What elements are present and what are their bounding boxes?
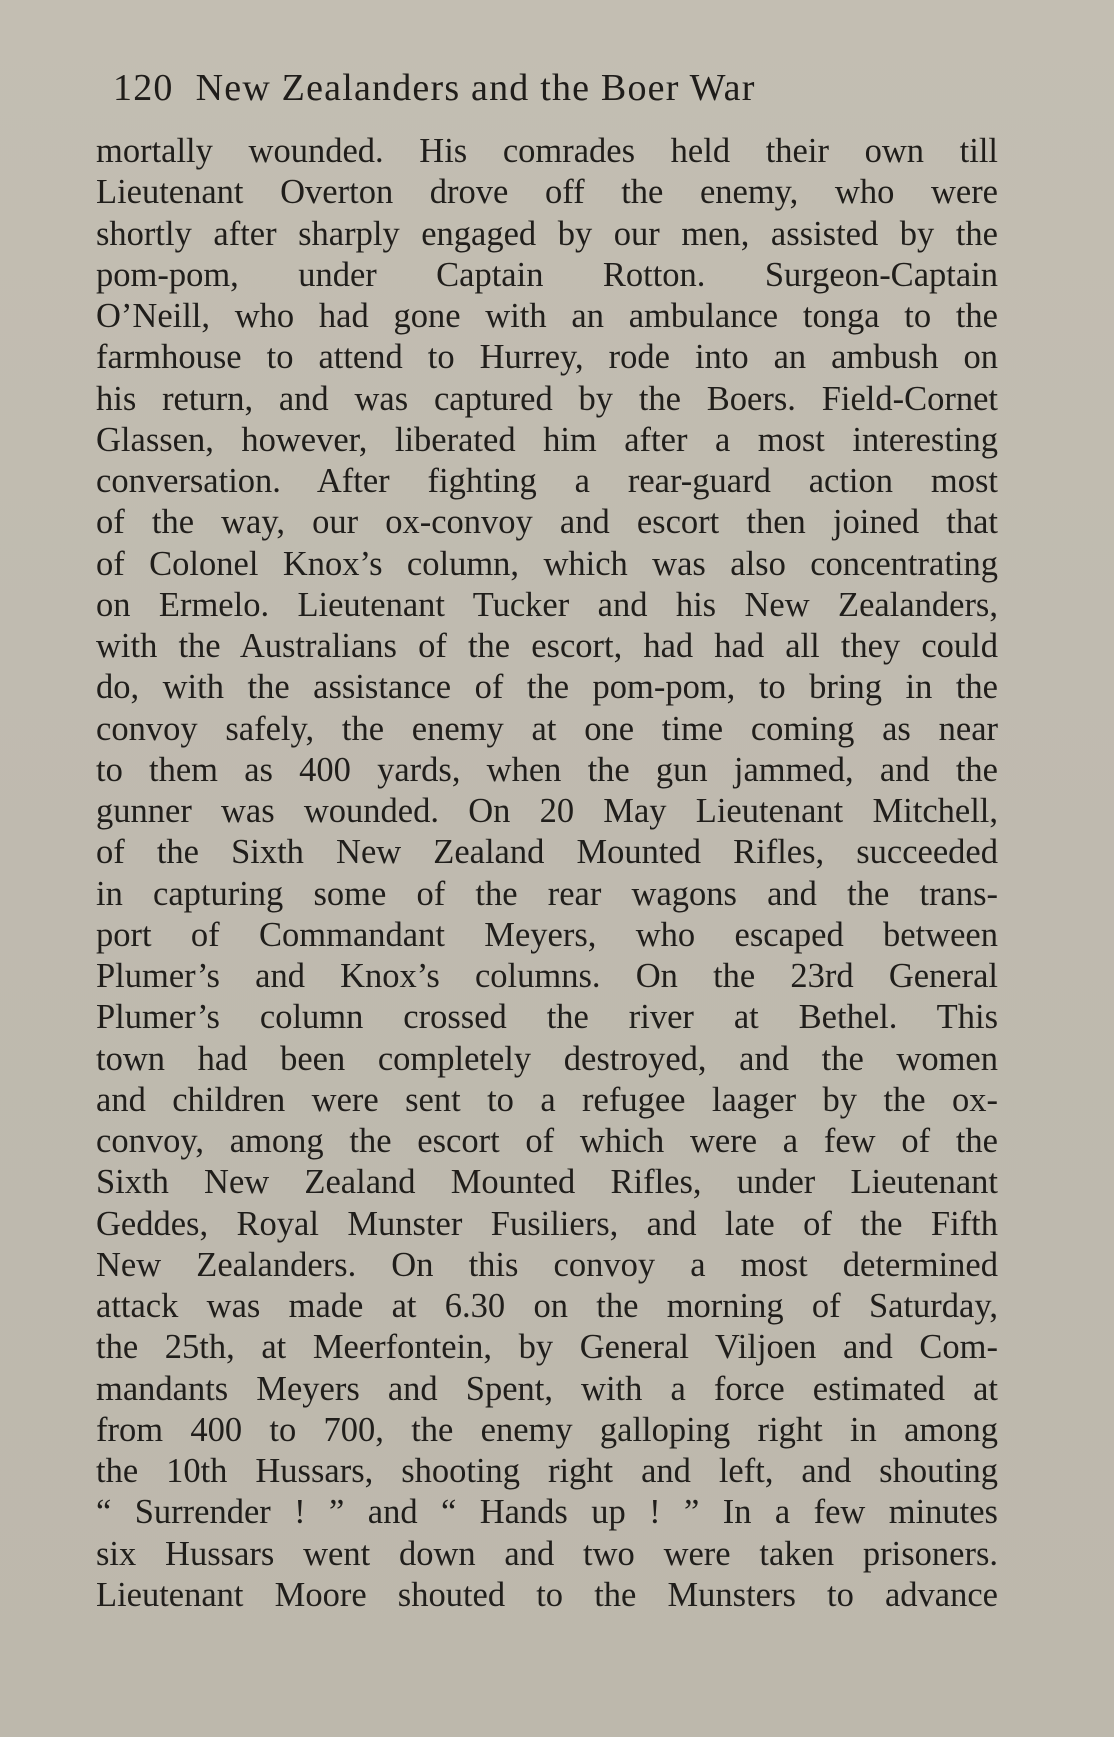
text-line: from 400 to 700, the enemy galloping right in among (96, 1410, 998, 1449)
text-line: and children were sent to a refugee laager by the ox- (96, 1080, 998, 1119)
text-line: Lieutenant Moore shouted to the Munsters to advance (96, 1575, 998, 1614)
text-line: pom-pom, under Captain Rotton. Surgeon-Captain (96, 255, 998, 294)
text-line: to them as 400 yards, when the gun jammed, and the (96, 750, 998, 789)
text-line: six Hussars went down and two were taken prisoners. (96, 1534, 998, 1573)
text-line: Sixth New Zealand Mounted Rifles, under Lieutenant (96, 1163, 998, 1202)
text-line: the 10th Hussars, shooting right and left, and shouting (96, 1452, 998, 1490)
text-line: New Zealanders. On this convoy a most determined (96, 1245, 998, 1284)
text-line: convoy, among the escort of which were a few of the (96, 1122, 998, 1160)
text-line: Lieutenant Overton drove off the enemy, who were (96, 173, 998, 212)
text-line: town had been completely destroyed, and the women (96, 1039, 998, 1078)
text-line: shortly after sharply engaged by our men, assisted by the (96, 214, 998, 253)
running-head (113, 66, 953, 118)
text-line: on Ermelo. Lieutenant Tucker and his New Zealanders, (96, 585, 998, 624)
text-line: Glassen, however, liberated him after a most interesting (96, 420, 998, 459)
body-text (96, 131, 998, 1616)
text-line: mandants Meyers and Spent, with a force estimated at (96, 1369, 998, 1408)
text-line: O’Neill, who had gone with an ambulance tonga to the (96, 297, 998, 335)
text-line: of Colonel Knox’s column, which was also concentrating (96, 544, 998, 583)
page-number: 120 (113, 67, 174, 109)
running-title: New Zealanders and the Boer War (195, 67, 756, 109)
text-line: attack was made at 6.30 on the morning of Saturday, (96, 1287, 998, 1325)
text-line: with the Australians of the escort, had had all they could (96, 627, 998, 665)
text-line: Plumer’s and Knox’s columns. On the 23rd General (96, 957, 998, 995)
text-line: port of Commandant Meyers, who escaped between (96, 915, 998, 954)
text-line: of the Sixth New Zealand Mounted Rifles, succeeded (96, 833, 998, 872)
text-line: Geddes, Royal Munster Fusiliers, and late of the Fifth (96, 1204, 998, 1243)
text-line: do, with the assistance of the pom-pom, to bring in the (96, 668, 998, 707)
text-line: mortally wounded. His comrades held their own till (96, 132, 998, 170)
text-line: farmhouse to attend to Hurrey, rode into an ambush on (96, 338, 998, 377)
text-line: “ Surrender ! ” and “ Hands up ! ” In a few minutes (96, 1493, 998, 1532)
text-line: his return, and was captured by the Boers. Field-Cornet (96, 379, 998, 418)
text-line: conversation. After fighting a rear-guard action most (96, 462, 998, 500)
text-line: in capturing some of the rear wagons and the trans- (96, 874, 998, 913)
text-line: the 25th, at Meerfontein, by General Viljoen and Com- (96, 1328, 998, 1367)
text-line: gunner was wounded. On 20 May Lieutenant Mitchell, (96, 792, 998, 830)
text-line: Plumer’s column crossed the river at Bethel. This (96, 998, 998, 1037)
text-line: convoy safely, the enemy at one time coming as near (96, 709, 998, 748)
text-line: of the way, our ox-convoy and escort then joined that (96, 503, 998, 542)
